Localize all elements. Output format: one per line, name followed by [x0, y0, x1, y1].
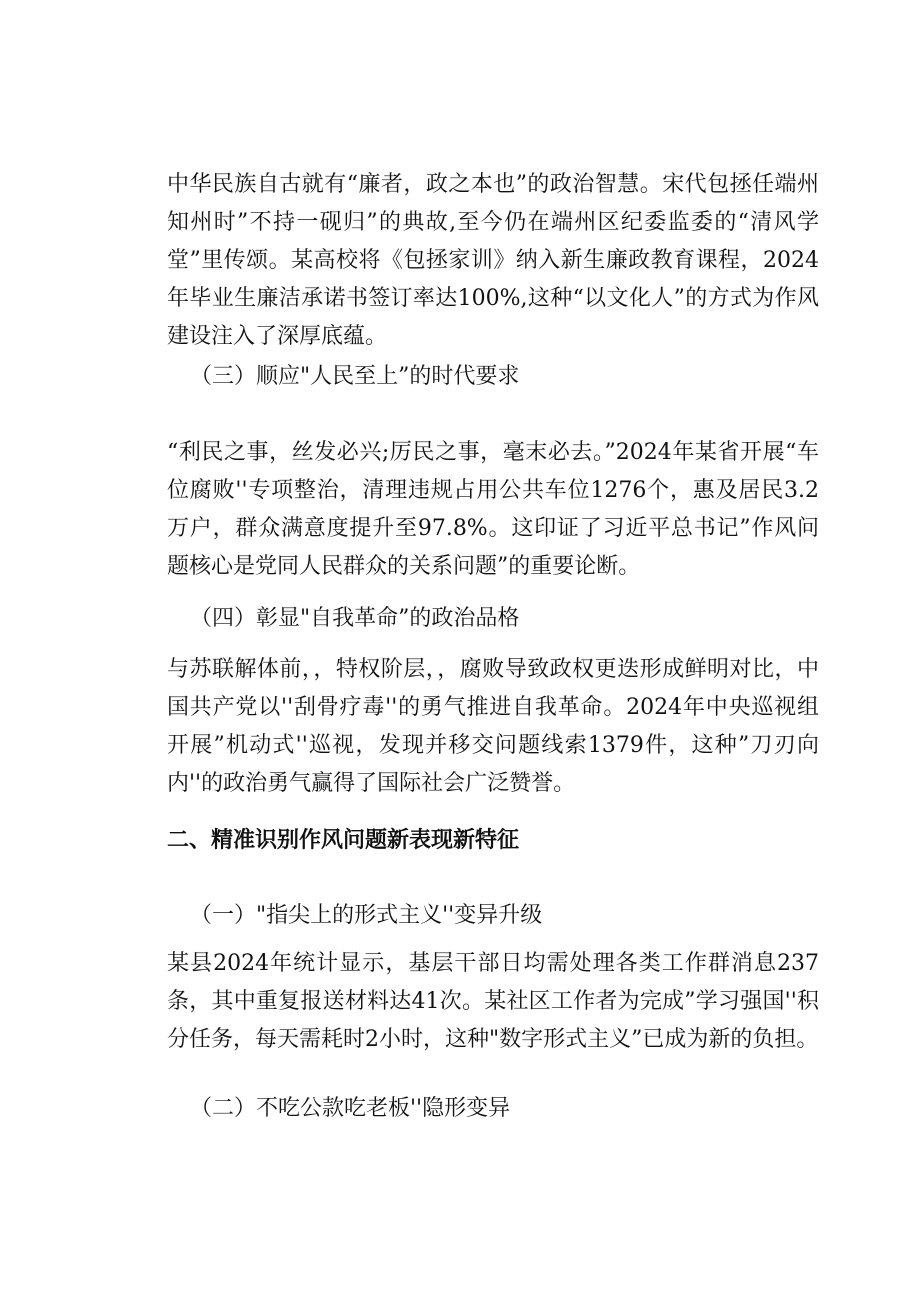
paragraph-text: 与苏联解体前，，特权阶层，，腐败导致政权更迭形成鲜明对比，中国共产党以''刮骨疗毒''的勇气推进自我革命。2024年中央巡视组开展”机动式''巡视，发现并移交问题线索1379件，这种”刀刃向内''的政治勇气赢得了国际社会广泛赞誉。	[167, 657, 819, 796]
subheading-ziwo-geming: （四）彰显"自我革命”的政治品格	[190, 606, 520, 631]
subheading-zhijian-xingshi: （一）"指尖上的形式主义''变异升级	[190, 903, 543, 928]
paragraph-text: 某县2024年统计显示，基层干部日均需处理各类工作群消息237条，其中重复报送材料达41次。某社区工作者为完成”学习强国''积分任务，每天需耗时2小时，这种"数字形式主义”已成为新的负担。	[167, 951, 819, 1052]
subheading-bu-chi-gongkuan: （二）不吃公款吃老板''隐形变异	[190, 1096, 511, 1121]
paragraph-mou-xian	[167, 945, 819, 1059]
section-heading-2: 二、精准识别作风问题新表现新特征	[167, 828, 520, 853]
paragraph-lian-zhe	[167, 166, 819, 356]
subheading-renmin-zhishang: （三）顺应"人民至上”的时代要求	[190, 364, 520, 389]
paragraph-text: 中华民族自古就有“廉者，政之本也”的政治智慧。宋代包拯任端州知州时”不持一砚归”的典故,至今仍在端州区纪委监委的“清风学堂”里传颂。某高校将《包拯家训》纳入新生廉政教育课程，2024年毕业生廉洁承诺书签订率达100%,这种“以文化人”的方式为作风建设注入了深厚底蕴。	[167, 172, 819, 349]
paragraph-text: “利民之事，丝发必兴;厉民之事，毫末必去。”2024年某省开展“车位腐败''专项整治，清理违规占用公共车位1276个，惠及居民3.2万户，群众满意度提升至97.8%。这印证了习近平总书记”作风问题核心是党同人民群众的关系问题”的重要论断。	[167, 440, 819, 579]
paragraph-sulian-jieti	[167, 651, 819, 803]
paragraph-limin-zhishi	[167, 434, 819, 586]
